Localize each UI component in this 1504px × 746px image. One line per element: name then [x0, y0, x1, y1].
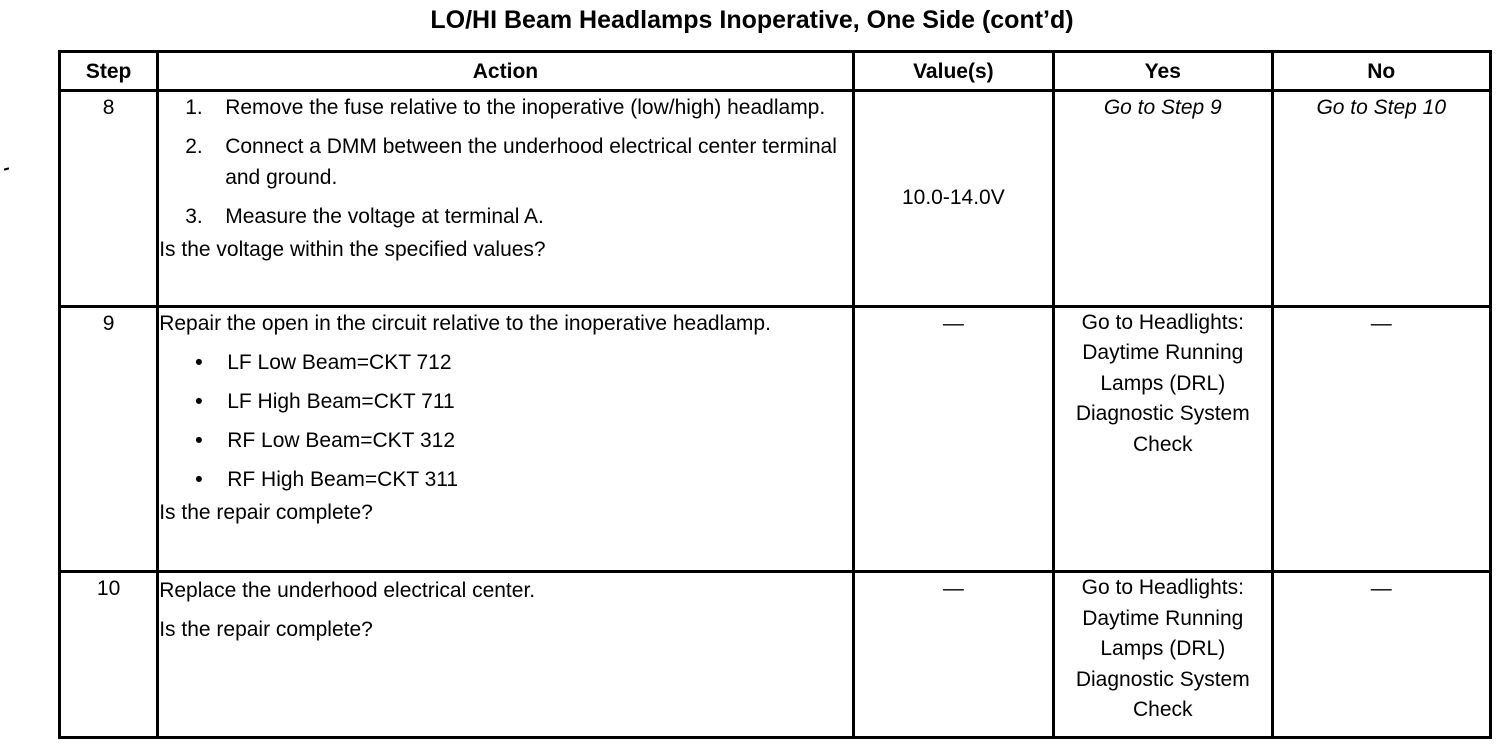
- list-item: [159, 92, 851, 123]
- intro-text: Replace the underhood electrical center.: [159, 579, 536, 603]
- bullet-text: RF Low Beam=CKT 312: [227, 428, 456, 452]
- step-number: 10: [60, 572, 158, 738]
- header-row: [60, 52, 1491, 91]
- step-number: 8: [60, 91, 158, 307]
- header-step: Step: [60, 52, 158, 91]
- question-text: Is the repair complete?: [159, 618, 373, 642]
- question-text: Is the repair complete?: [159, 500, 373, 524]
- intro-text: Repair the open in the circuit relative to the inoperative headlamp.: [159, 311, 771, 335]
- bullet-icon: •: [195, 389, 203, 413]
- table-row-step-9: [60, 306, 1491, 572]
- header-values: Value(s): [853, 52, 1053, 91]
- bullet-item: [159, 464, 851, 495]
- bullet-item: [159, 347, 851, 378]
- header-no: No: [1272, 52, 1490, 91]
- question-text: Is the voltage within the specified values?: [159, 238, 546, 261]
- action-cell: [158, 572, 853, 738]
- header-action: Action: [158, 52, 853, 91]
- list-number: 3.: [185, 205, 203, 228]
- table-row-step-8: [60, 91, 1491, 307]
- value-cell: 10.0-14.0V: [853, 91, 1053, 307]
- bullet-icon: •: [195, 467, 203, 491]
- list-text: Remove the fuse relative to the inoperative (low/high) headlamp.: [225, 96, 826, 119]
- step-number: 9: [60, 306, 158, 572]
- table-row-step-10: [60, 572, 1491, 738]
- no-cell: Go to Step 10: [1272, 91, 1490, 307]
- bullet-item: [159, 425, 851, 456]
- action-cell: [158, 306, 853, 572]
- list-text: Connect a DMM between the underhood electrical center terminal and ground.: [225, 135, 837, 189]
- bullet-item: [159, 386, 851, 417]
- list-number: 2.: [185, 135, 203, 158]
- list-item: [159, 131, 851, 193]
- diagnostic-table: [58, 50, 1492, 739]
- bullet-text: RF High Beam=CKT 311: [227, 467, 459, 491]
- header-yes: Yes: [1054, 52, 1272, 91]
- bullet-text: LF Low Beam=CKT 712: [227, 350, 452, 374]
- no-cell: —: [1272, 306, 1490, 572]
- bullet-text: LF High Beam=CKT 711: [227, 389, 455, 413]
- list-item: [159, 201, 851, 232]
- list-text: Measure the voltage at terminal A.: [225, 205, 544, 228]
- page-title: LO/HI Beam Headlamps Inoperative, One Side (cont’d): [430, 6, 1074, 34]
- stray-mark: [4, 167, 9, 170]
- list-number: 1.: [185, 96, 203, 119]
- action-cell: [158, 91, 853, 307]
- yes-cell: Go to Headlights: Daytime Running Lamps (DRL) Diagnostic System Check: [1054, 572, 1272, 738]
- bullet-icon: •: [195, 350, 203, 374]
- value-cell: —: [853, 306, 1053, 572]
- value-cell: —: [853, 572, 1053, 738]
- bullet-icon: •: [195, 428, 203, 452]
- yes-cell: Go to Headlights: Daytime Running Lamps (DRL) Diagnostic System Check: [1054, 306, 1272, 572]
- yes-cell: Go to Step 9: [1054, 91, 1272, 307]
- no-cell: —: [1272, 572, 1490, 738]
